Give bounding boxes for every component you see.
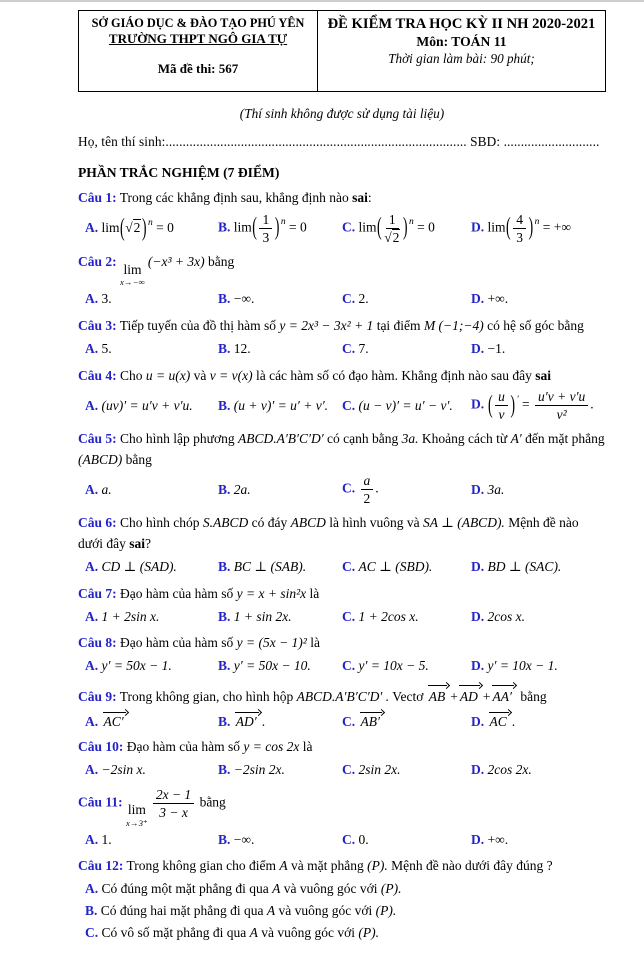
question-4-stem: Câu 4: Cho u = u(x) và v = v(x) là các hàm số có đạo hàm. Khẳng định nào sau đây sai xyxy=(78,367,552,383)
question-11-stem: Câu 11: lim x→3⁺ $\frac{2x - 1}{3 - x}$ bằng xyxy=(78,786,226,828)
paren: ( xyxy=(488,392,493,420)
formula: u = u(x) xyxy=(145,367,191,383)
duration-note: Thời gian làm bài: 90 phút; xyxy=(388,50,535,66)
option-a: A. −2sin x. xyxy=(85,762,146,778)
equals: = 0 xyxy=(417,219,435,235)
sqrt-sign: √ xyxy=(384,229,392,245)
fraction: $\frac{2x - 1}{3 - x}$ xyxy=(153,787,194,820)
option-c: C. 0. xyxy=(342,831,369,847)
fraction: $\frac{4}{3}$ xyxy=(513,212,526,245)
question-12-stem: Câu 12: Trong không gian cho điểm A và mặt phẳng (P). Mệnh đề nào dưới đây đúng ? xyxy=(78,858,553,874)
question-9 xyxy=(78,683,606,731)
question-11-label: Câu 11: xyxy=(78,794,123,810)
option-b: B. (u + v)′ = u′ + v′. xyxy=(218,397,329,413)
candidate-name-label: Họ, tên thí sinh: xyxy=(78,134,166,150)
equals: = 0 xyxy=(289,219,307,235)
paren: ( xyxy=(252,215,257,243)
option-a: A. a. xyxy=(85,481,112,497)
option-d: D. AC . xyxy=(471,710,606,730)
paren: ) xyxy=(274,215,280,243)
question-11-options xyxy=(78,830,606,849)
sqrt xyxy=(125,219,141,235)
option-b: B. −∞. xyxy=(218,291,255,307)
formula: y = (5x − 1)² xyxy=(236,635,307,651)
lim-symbol: lim xyxy=(487,219,506,235)
formula: y = x + sin²x xyxy=(236,585,307,601)
question-10 xyxy=(78,737,606,780)
point: M (−1;−4) xyxy=(423,317,484,333)
school-name: TRƯỜNG THPT NGÔ GIA TỰ xyxy=(108,31,288,47)
expression: (−x³ + 3x) xyxy=(147,253,205,269)
question-1-options xyxy=(78,212,606,245)
equals: = 0 xyxy=(156,220,174,236)
stem-text: Trong các khẳng định sau, khẳng định nào xyxy=(119,190,349,206)
option-b: B. −2sin 2x. xyxy=(218,762,285,778)
solid-name: ABCD.A′B′C′D′ xyxy=(237,431,324,447)
option-d: D. +∞. xyxy=(471,291,509,307)
formula: v = v(x) xyxy=(209,367,253,383)
option-a: A. (uv)′ = u′v + v′u. xyxy=(85,397,193,413)
option-b: B. y′ = 50x − 10. xyxy=(218,658,311,674)
option-c: C. AB′ xyxy=(342,710,471,730)
option-b: B. AD′ . xyxy=(218,710,342,730)
question-3-label: Câu 3: xyxy=(78,317,117,333)
question-10-stem: Câu 10: Đạo hàm của hàm số y = cos 2x là xyxy=(78,739,313,755)
option-a: A. 1. xyxy=(85,831,112,847)
equals: = +∞ xyxy=(542,219,571,235)
question-12 xyxy=(78,856,606,943)
option-c: C. 2. xyxy=(342,291,369,307)
fraction: $\frac{u}{v}$ xyxy=(495,389,508,422)
vector: AB xyxy=(428,683,450,708)
option-d: D. −1. xyxy=(471,341,506,356)
fraction: $\frac{1}{√2}$ xyxy=(384,211,400,245)
question-2-options xyxy=(78,290,606,309)
question-2 xyxy=(78,252,606,309)
question-5 xyxy=(78,429,606,506)
question-8-label: Câu 8: xyxy=(78,635,117,651)
option-letter: B. xyxy=(218,219,231,235)
option-b: B. 1 + sin 2x. xyxy=(218,608,292,624)
header-left-cell xyxy=(79,11,318,91)
question-9-label: Câu 9: xyxy=(78,688,117,704)
paren: ) xyxy=(141,215,147,243)
question-1-label: Câu 1: xyxy=(78,190,117,206)
option-d: D. 2cos x. xyxy=(471,608,525,624)
sbd-dots: ............................ xyxy=(503,134,600,150)
question-4 xyxy=(78,366,606,423)
question-10-label: Câu 10: xyxy=(78,739,124,755)
question-6 xyxy=(78,513,606,576)
question-2-label: Câu 2: xyxy=(78,253,117,269)
question-7 xyxy=(78,584,606,627)
option-d: D. +∞. xyxy=(471,831,509,847)
paren: ( xyxy=(377,215,382,243)
sqrt-sign: √ xyxy=(125,220,133,236)
limit: lim x→−∞ xyxy=(120,261,145,288)
limit: lim x→3⁺ xyxy=(126,802,148,828)
option-d: D. BD ⊥ (SAC). xyxy=(471,559,562,575)
question-5-stem: Câu 5: Cho hình lập phương ABCD.A′B′C′D′ có cạnh bằng 3a. Khoảng cách từ A′ đến mặt phẳng (ABCD) bằng xyxy=(78,431,605,467)
stem-bold: sai xyxy=(535,367,552,383)
header-table xyxy=(78,10,606,92)
question-10-options xyxy=(78,761,606,780)
option-a: A. 3. xyxy=(85,291,112,307)
candidate-info-line xyxy=(78,134,606,150)
exam-page xyxy=(0,2,644,964)
stem-bold: sai xyxy=(352,190,368,206)
option-b: B. BC ⊥ (SAB). xyxy=(218,559,307,575)
question-11 xyxy=(78,787,606,850)
option-a: A. 1 + 2sin x. xyxy=(85,608,160,624)
section-title: PHẦN TRẮC NGHIỆM (7 ĐIỂM) xyxy=(78,165,280,181)
question-7-options xyxy=(78,607,606,626)
question-8 xyxy=(78,633,606,676)
question-9-options xyxy=(78,710,606,730)
question-5-options xyxy=(78,473,606,506)
exponent: n xyxy=(534,217,540,228)
sbd-label: SBD: xyxy=(470,134,501,150)
question-3 xyxy=(78,316,606,359)
question-3-stem: Câu 3: Tiếp tuyến của đồ thị hàm số y = 2x³ − 3x² + 1 tại điểm M (−1;−4) có hệ số góc bằng xyxy=(78,317,584,333)
stem-text: bằng xyxy=(208,253,235,269)
option-a xyxy=(85,215,218,243)
option-b: B. Có đúng hai mặt phẳng đi qua A và vuông góc với (P). xyxy=(85,903,397,919)
candidate-name-dots: ........................................................................................ xyxy=(165,134,467,150)
question-12-label: Câu 12: xyxy=(78,858,124,874)
question-1-stem xyxy=(78,188,606,209)
exam-title: ĐỀ KIỂM TRA HỌC KỲ II NH 2020-2021 xyxy=(327,16,596,32)
formula: y = cos 2x xyxy=(243,739,300,755)
solid-name: ABCD.A′B′C′D′ . xyxy=(296,688,390,704)
subject-title: Môn: TOÁN 11 xyxy=(416,33,507,49)
vector: AC xyxy=(489,710,511,730)
stem-bold: sai xyxy=(129,536,145,551)
paren: ) xyxy=(528,215,534,243)
header-right-cell xyxy=(318,11,605,91)
option-c: C. 2sin 2x. xyxy=(342,762,401,778)
question-1 xyxy=(78,188,606,245)
option-c: C. 7. xyxy=(342,341,369,356)
lim-symbol: lim xyxy=(101,220,120,236)
option-d xyxy=(471,212,606,245)
option-letter: A. xyxy=(85,220,99,236)
question-6-stem: Câu 6: Cho hình chóp S.ABCD có đáy ABCD là hình vuông và SA ⊥ (ABCD). Mệnh đề nào dưới đây sai? xyxy=(78,515,579,551)
option-d: D. 2cos 2x. xyxy=(471,762,532,778)
question-7-stem: Câu 7: Đạo hàm của hàm số y = x + sin²x là xyxy=(78,585,320,601)
option-c: C. AC ⊥ (SBD). xyxy=(342,559,433,575)
option-a: A. 5. xyxy=(85,341,112,356)
vector: AA′ xyxy=(492,683,516,708)
question-8-options xyxy=(78,657,606,676)
lim-symbol: lim xyxy=(233,219,252,235)
question-8-stem: Câu 8: Đạo hàm của hàm số y = (5x − 1)² là xyxy=(78,635,320,651)
paren: ( xyxy=(120,215,125,243)
option-c: C. $\frac{a}{2}$ . xyxy=(342,473,379,507)
paren: ) xyxy=(402,215,408,243)
equals: = xyxy=(522,396,530,412)
option-letter: C. xyxy=(342,219,356,235)
option-c xyxy=(342,212,471,245)
question-6-label: Câu 6: xyxy=(78,515,117,531)
option-a: A. Có đúng một mặt phẳng đi qua A và vuông góc với (P). xyxy=(85,880,402,896)
fraction: $\frac{1}{3}$ xyxy=(259,212,272,245)
option-b xyxy=(218,212,342,245)
exponent: n xyxy=(409,217,414,228)
vector: AB′ xyxy=(360,710,384,730)
vector: AC′ xyxy=(103,710,128,730)
option-d: D. y′ = 10x − 1. xyxy=(471,658,558,674)
option-c: C. (u − v)′ = u′ − v′. xyxy=(342,397,453,413)
vector: AD xyxy=(459,683,482,708)
option-d: D. 3a. xyxy=(471,481,505,497)
option-letter: D. xyxy=(471,219,485,235)
vector: AD′ xyxy=(235,710,261,730)
exponent: n xyxy=(148,218,153,229)
prime: ′ xyxy=(516,394,519,405)
option-a: A. CD ⊥ (SAD). xyxy=(85,559,177,575)
fraction: $\frac{a}{2}$ xyxy=(361,473,374,506)
sqrt xyxy=(384,229,400,245)
radicand: 2 xyxy=(133,220,141,236)
option-b: B. 12. xyxy=(218,341,251,356)
formula: y = 2x³ − 3x² + 1 xyxy=(279,317,374,333)
question-6-options xyxy=(78,558,606,577)
option-d: D. ( $\frac{u}{v}$ ) ′ = $\frac{u'v + v'u}{\text{v²}}$ . xyxy=(471,389,594,423)
lim-symbol: lim xyxy=(358,219,377,235)
question-3-options xyxy=(78,340,606,359)
question-7-label: Câu 7: xyxy=(78,585,117,601)
question-4-options xyxy=(78,389,606,422)
fraction: $\frac{u'v + v'u}{\text{v²}}$ xyxy=(535,389,588,422)
radicand: 2 xyxy=(392,229,400,245)
option-a: A. y′ = 50x − 1. xyxy=(85,658,172,674)
option-c: C. y′ = 10x − 5. xyxy=(342,658,429,674)
question-9-stem: Câu 9: Trong không gian, cho hình hộp ABCD.A′B′C′D′ . Vectơ AB + AD + AA′ bằng xyxy=(78,683,606,708)
stem-text: : xyxy=(367,190,372,206)
question-2-stem xyxy=(78,252,606,287)
exponent: n xyxy=(280,217,286,228)
no-materials-notice: (Thí sinh không được sử dụng tài liệu) xyxy=(239,106,445,122)
option-a: A. AC′ xyxy=(85,710,218,730)
paren: ( xyxy=(506,215,511,243)
option-c: C. Có vô số mặt phẳng đi qua A và vuông góc với (P). xyxy=(85,925,379,941)
option-b: B. 2a. xyxy=(218,481,251,497)
option-c: C. 1 + 2cos x. xyxy=(342,608,419,624)
option-b: B. −∞. xyxy=(218,831,255,847)
question-4-label: Câu 4: xyxy=(78,367,117,383)
exam-code: Mã đề thi: 567 xyxy=(157,61,239,77)
paren: ) xyxy=(510,392,516,420)
department-name: SỞ GIÁO DỤC & ĐÀO TẠO PHÚ YÊN xyxy=(91,16,305,30)
question-5-label: Câu 5: xyxy=(78,431,117,447)
